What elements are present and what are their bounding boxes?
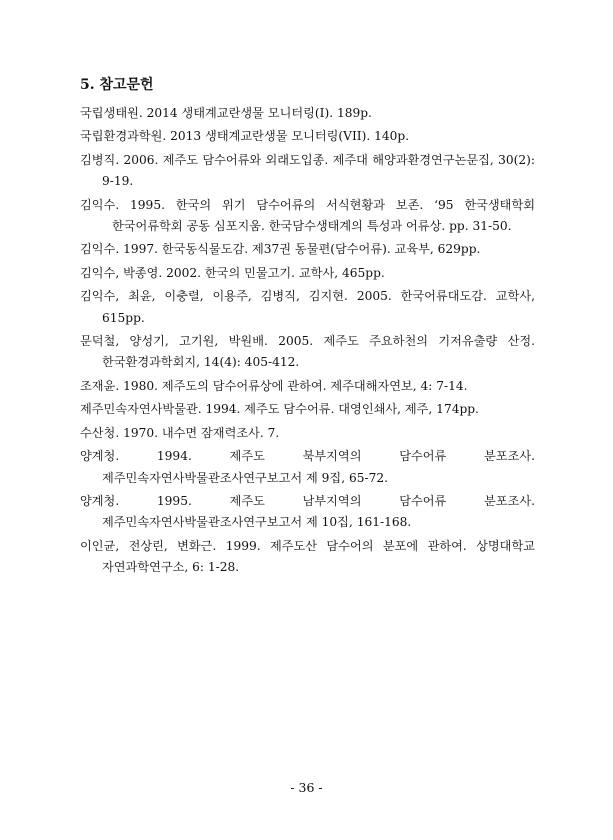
reference-item: 국립환경과학원. 2013 생태계교란생물 모니터링(VII). 140p. (80, 129, 410, 144)
reference-item: 김익수, 박종영. 2002. 한국의 민물고기. 교학사, 465pp. (80, 265, 385, 280)
section-title: 5. 참고문헌 (80, 77, 154, 93)
reference-item: 제주민속자연사박물관. 1994. 제주도 담수어류. 대영인쇄사, 제주, 174pp. (80, 402, 479, 417)
reference-list (80, 103, 535, 581)
reference-item: 문덕철, 양성기, 고기원, 박원배. 2005. 제주도 주요하천의 기저유출량 산정. 한국환경과학회지, 14(4): 405-412. (80, 334, 535, 370)
reference-item: 국립생태원. 2014 생태계교란생물 모니터링(I). 189p. (80, 106, 372, 120)
reference-item: 양계청. 1994. 제주도 북부지역의 담수어류 분포조사. 제주민속자연사박물관조사연구보고서 제 9집, 65-72. (80, 449, 535, 485)
reference-item: 김병직. 2006. 제주도 담수어류와 외래도입종. 제주대 해양과환경연구논문집, 30(2): 9-19. (80, 152, 535, 189)
page-number: - 36 - (290, 780, 323, 795)
reference-item: 조재윤. 1980. 제주도의 담수어류상에 관하여. 제주대해자연보, 4: 7-14. (80, 378, 468, 393)
reference-item: 김익수, 최윤, 이충렬, 이용주, 김병직, 김지현. 2005. 한국어류대도감. 교학사, 615pp. (80, 289, 535, 325)
reference-item: 김익수. 1995. 한국의 위기 담수어류의 서식현황과 보존. ‘95 한국생태학회 한국어류학회 공동 심포지움. 한국담수생태계의 특성과 어류상. pp. 31-50. (80, 197, 535, 234)
reference-item: 김익수. 1997. 한국동식물도감. 제37권 동물편(담수어류). 교육부, 629pp. (80, 242, 481, 257)
reference-item: 이인균, 전상린, 변화근. 1999. 제주도산 담수어의 분포에 관하여. 상명대학교 자연과학연구소, 6: 1-28. (80, 538, 535, 575)
reference-item: 양계청. 1995. 제주도 남부지역의 담수어류 분포조사. 제주민속자연사박물관조사연구보고서 제 10집, 161-168. (80, 493, 535, 530)
reference-item: 수산청. 1970. 내수면 잠재력조사. 7. (80, 425, 280, 440)
